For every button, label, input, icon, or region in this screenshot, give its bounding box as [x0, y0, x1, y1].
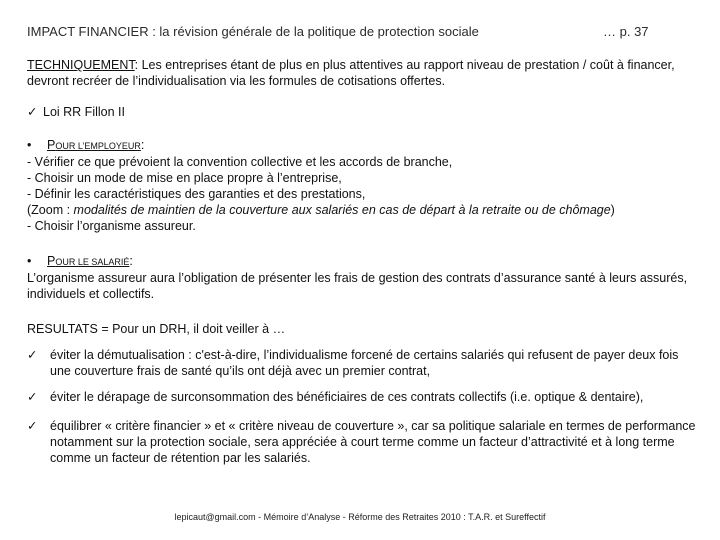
employer-line: - Vérifier ce que prévoient la convention collective et les accords de branche, — [27, 155, 453, 169]
results-heading: RESULTATS = Pour un DRH, il doit veiller à … — [27, 322, 286, 336]
result-item — [27, 389, 697, 405]
bullet-icon: • — [27, 254, 32, 268]
employer-heading-initial: P — [47, 138, 56, 152]
employer-zoom-line — [27, 202, 697, 218]
result-item — [27, 347, 697, 379]
employee-text: L’organisme assureur aura l’obligation de présenter les frais de gestion des contrats d’assurance santé à leurs assurés, individuels et collectifs. — [27, 271, 688, 301]
result-item-text: équilibrer « critère financier » et « critère niveau de couverture », car sa politique salariale en termes de performance notamment sur la protection sociale, sera appréciée à court terme comme un facteur d’attractivité et à long terme comme un facteur de rétention par les salariés. — [50, 419, 696, 465]
employer-heading-rest: OUR L’EMPLOYEUR — [55, 141, 141, 151]
employer-line: - Définir les caractéristiques des garanties et des prestations, — [27, 187, 366, 201]
check-icon: ✓ — [27, 105, 38, 119]
employee-heading-text — [47, 254, 129, 268]
law-label: Loi RR Fillon II — [43, 105, 125, 119]
technique-paragraph — [27, 57, 697, 89]
employee-heading-rest: OUR LE SALARIÉ — [55, 257, 130, 267]
law-line — [27, 104, 697, 120]
employer-line: - Choisir un mode de mise en place propre à l’entreprise, — [27, 171, 342, 185]
result-item — [27, 418, 697, 466]
slide-title: IMPACT FINANCIER : la révision générale de la politique de protection sociale — [27, 24, 479, 39]
employer-section — [27, 137, 697, 234]
bullet-icon: • — [27, 138, 32, 152]
employee-heading-colon: : — [129, 254, 133, 268]
employer-heading-text — [47, 138, 141, 152]
technique-text: : Les entreprises étant de plus en plus attentives au rapport niveau de prestation / coût à financer, devront recréer de l’individualisation via les formules de cotisations offertes. — [27, 58, 675, 88]
employer-heading — [27, 137, 697, 154]
zoom-close: ) — [610, 203, 615, 217]
page-number: … p. 37 — [603, 24, 649, 39]
footer-text: lepicaut@gmail.com - Mémoire d’Analyse - Réforme des Retraites 2010 : T.A.R. et Sureffectif — [174, 512, 546, 522]
result-item-text: éviter la démutualisation : c'est-à-dire, l’individualisme forcené de certains salariés qui refusent de payer deux fois une couverture frais de santé qu’ils ont déjà avec un premier contrat, — [50, 348, 679, 378]
employee-section — [27, 253, 697, 302]
check-icon: ✓ — [27, 390, 38, 404]
zoom-text: modalités de maintien de la couverture aux salariés en cas de départ à la retraite ou de chômage — [73, 203, 611, 217]
employer-line: - Choisir l’organisme assureur. — [27, 219, 196, 233]
zoom-label: (Zoom : — [27, 203, 74, 217]
result-item-text: éviter le dérapage de surconsommation des bénéficiaires de ces contrats collectifs (i.e. optique & dentaire), — [50, 390, 644, 404]
check-icon: ✓ — [27, 348, 38, 362]
employee-heading-initial: P — [47, 254, 56, 268]
technique-label: TECHNIQUEMENT — [27, 58, 135, 72]
employee-heading — [27, 253, 697, 270]
check-icon: ✓ — [27, 419, 38, 433]
employer-heading-colon: : — [140, 138, 145, 152]
